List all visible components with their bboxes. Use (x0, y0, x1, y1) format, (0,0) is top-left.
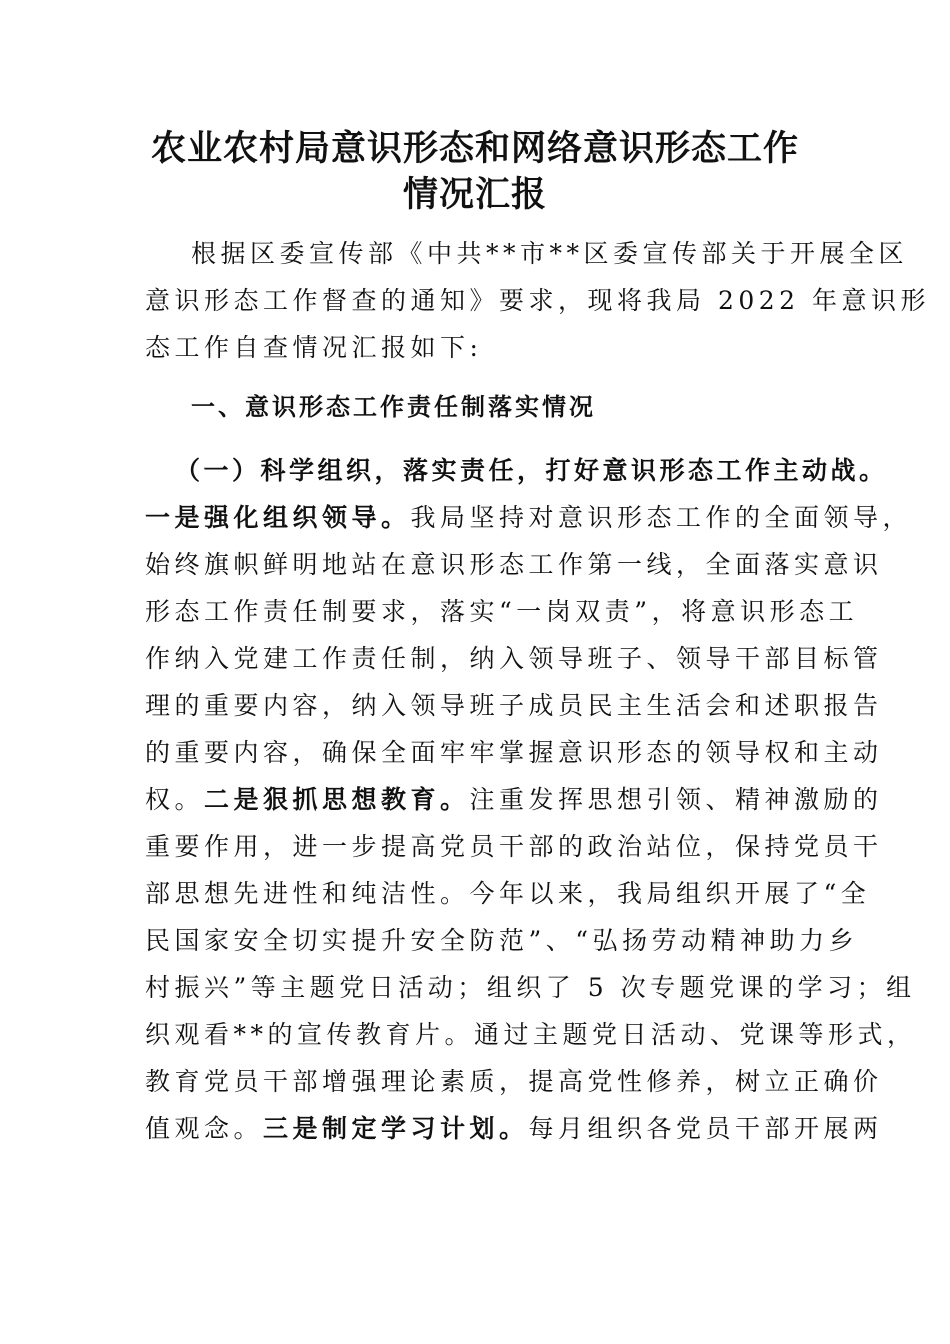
paragraph-text: 权。 (145, 785, 205, 814)
paragraph-line: 民国家安全切实提升安全防范”、“弘扬劳动精神助力乡 (145, 926, 859, 955)
paragraph-line (145, 776, 883, 823)
point-label: 三是制定学习计划。 (263, 1114, 529, 1143)
paragraph-text: 每月组织各党员干部开展两 (528, 1114, 883, 1143)
paragraph-text: 注重发挥思想引领、精神激励的 (469, 785, 883, 814)
paragraph-line: 的重要内容，确保全面牢牢掌握意识形态的领导权和主动 (145, 738, 883, 767)
intro-line: 意识形态工作督查的通知》要求，现将我局 2022 年意识形 (145, 286, 931, 315)
point-label: 一是强化组织领导。 (145, 503, 411, 532)
point-label: 二是狠抓思想教育。 (204, 785, 470, 814)
paragraph-line: 始终旗帜鲜明地站在意识形态工作第一线，全面落实意识 (145, 550, 883, 579)
document-body (145, 230, 931, 1152)
document-title-line-2: 情况汇报 (402, 174, 547, 215)
document-title-line-1: 农业农村局意识形态和网络意识形态工作 (150, 128, 799, 169)
paragraph-line: 教育党员干部增强理论素质，提高党性修养，树立正确价 (145, 1067, 883, 1096)
paragraph-line: 理的重要内容，纳入领导班子成员民主生活会和述职报告 (145, 691, 883, 720)
paragraph-text: 值观念。 (145, 1114, 264, 1143)
paragraph-line: 织观看**的宣传教育片。通过主题党日活动、党课等形式， (145, 1020, 917, 1049)
paragraph-line: 作纳入党建工作责任制，纳入领导班子、领导干部目标管 (145, 644, 883, 673)
paragraph-line (145, 1105, 883, 1152)
paragraph-line: 部思想先进性和纯洁性。今年以来，我局组织开展了“全 (145, 879, 871, 908)
paragraph-line (145, 494, 913, 541)
paragraph-text: 我局坚持对意识形态工作的全面领导， (410, 503, 913, 532)
subsection-heading: （一）科学组织，落实责任，打好意识形态工作主动战。 (175, 456, 888, 485)
paragraph-line: 重要作用，进一步提高党员干部的政治站位，保持党员干 (145, 832, 883, 861)
section-heading: 一、意识形态工作责任制落实情况 (191, 393, 596, 421)
intro-line: 态工作自查情况汇报如下: (145, 333, 483, 362)
paragraph-line: 村振兴”等主题党日活动；组织了 5 次专题党课的学习；组 (145, 973, 916, 1002)
intro-line: 根据区委宣传部《中共**市**区委宣传部关于开展全区 (191, 239, 909, 268)
paragraph-line: 形态工作责任制要求，落实“一岗双责”，将意识形态工 (145, 597, 859, 626)
